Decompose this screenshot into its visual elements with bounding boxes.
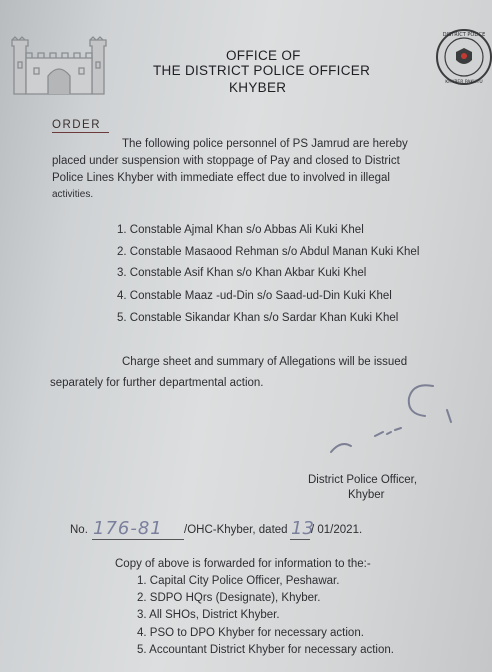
personnel-item: 2. Constable Masaood Rehman s/o Abdul Manan Kuki Khel [117, 246, 420, 258]
reference-suffix: /OHC-Khyber, dated [184, 524, 288, 536]
signatory-title: District Police Officer, [308, 474, 418, 486]
handwritten-signature [325, 380, 465, 460]
charge-sheet-line-1: Charge sheet and summary of Allegations will be issued [122, 356, 408, 368]
copy-intro: Copy of above is forwarded for information to the:- [115, 558, 371, 570]
reference-underline [92, 539, 184, 540]
reference-number-handwritten: 176-81 [93, 518, 163, 539]
svg-text:DISTRICT POLICE: DISTRICT POLICE [442, 32, 486, 38]
order-paragraph-line-3: Police Lines Khyber with immediate effect due to involved in illegal [52, 172, 390, 184]
reference-prefix: No. [70, 524, 88, 536]
personnel-item: 5. Constable Sikandar Khan s/o Sardar Khan Kuki Khel [117, 312, 399, 324]
personnel-item: 4. Constable Maaz -ud-Din s/o Saad-ud-Din Kuki Khel [117, 290, 392, 302]
recipient-item: 4. PSO to DPO Khyber for necessary action. [137, 627, 364, 639]
personnel-item: 1. Constable Ajmal Khan s/o Abbas Ali Kuki Khel [117, 224, 364, 236]
charge-sheet-line-2: separately for further departmental action. [50, 377, 264, 389]
signatory-place: Khyber [348, 489, 385, 501]
police-seal [434, 22, 492, 92]
svg-text:KHYBER PAKHTU: KHYBER PAKHTU [445, 80, 483, 85]
order-paragraph-line-1: The following police personnel of PS Jamrud are hereby [122, 138, 408, 150]
order-title: ORDER [52, 119, 102, 131]
recipient-item: 3. All SHOs, District Khyber. [137, 609, 280, 621]
order-paragraph-line-2: placed under suspension with stoppage of Pay and closed to District [52, 155, 400, 167]
recipient-item: 5. Accountant District Khyber for necessary action. [137, 644, 394, 656]
office-heading: OFFICE OF [226, 48, 301, 63]
recipient-item: 1. Capital City Police Officer, Peshawar. [137, 575, 340, 587]
order-underline [52, 132, 109, 133]
order-paragraph-line-4: activities. [52, 189, 94, 200]
office-district: KHYBER [229, 80, 287, 95]
recipient-item: 2. SDPO HQrs (Designate), Khyber. [137, 592, 321, 604]
reference-date-rest: / 01/2021. [311, 524, 363, 536]
office-title: THE DISTRICT POLICE OFFICER [153, 63, 371, 78]
date-underline [290, 539, 310, 540]
personnel-item: 3. Constable Asif Khan s/o Khan Akbar Kuki Khel [117, 267, 367, 279]
reference-day-handwritten: 13 [291, 518, 314, 539]
fort-gate-logo [10, 36, 108, 98]
